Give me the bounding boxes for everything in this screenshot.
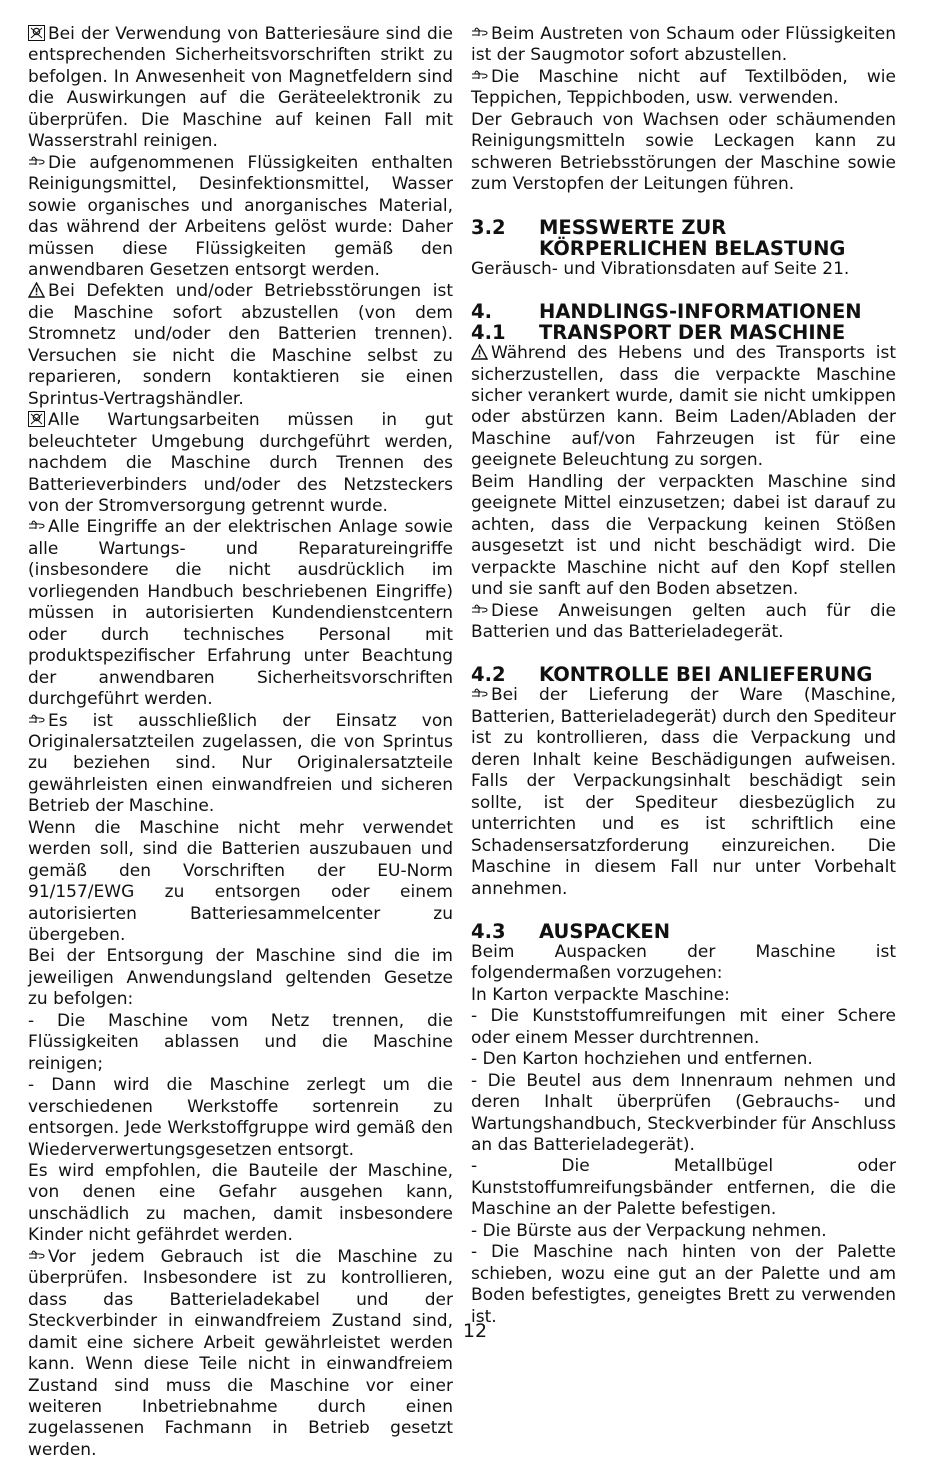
section-heading-4 <box>471 301 896 322</box>
paragraph <box>471 601 896 644</box>
paragraph-text: Während des Hebens und des Transports ist sicherzustellen, dass die verpackte Maschine sicher verankert wurde, damit sie nicht umkippen oder abstürzen kann. Beim Laden/Abladen der Maschine auf/von Fahrzeugen ist für eine geeignete Beleuchtung zu sorgen. <box>471 343 896 471</box>
paragraph <box>471 343 896 472</box>
paragraph <box>28 1247 453 1461</box>
paragraph-text: Die Maschine nicht auf Textilböden, wie Teppichen, Teppichboden, usw. verwenden. <box>471 66 896 109</box>
paragraph-text: Es ist ausschließlich der Einsatz von Originalersatzteilen zugelassen, die von Sprintus zu beziehen sind. Nur Originalersatzteile gewährleisten einen einwandfreien und sicheren Betrieb der Maschine. <box>28 710 453 817</box>
section-heading-3-2 <box>471 217 896 259</box>
paragraph: Bei der Entsorgung der Maschine sind die im jeweiligen Anwendungsland geltenden Gesetze zu befolgen: <box>28 946 453 1010</box>
section-number: 4. <box>471 300 492 324</box>
paragraph-text: Diese Anweisungen gelten auch für die Batterien und das Batterieladegerät. <box>471 600 896 642</box>
list-item: - Den Karton hochziehen und entfernen. <box>471 1049 813 1070</box>
list-item: - Die Maschine nach hinten von der Palette schieben, wozu eine gut an der Palette und am Boden befestigtes, geneigtes Brett zu verwenden ist. <box>471 1242 896 1327</box>
list-item: - Die Beutel aus dem Innenraum nehmen und deren Inhalt überprüfen (Gebrauchs- und Wartungshandbuch, Steckverbinder für Anschluss an das Batterieladegerät). <box>471 1070 896 1156</box>
paragraph-text: Bei der Lieferung der Ware (Maschine, Batterien, Batterieladegerät) durch den Spediteur ist zu kontrollieren, dass die Verpackung und deren Inhalt keine Beschädigungen aufweisen. Falls der Verpackungsinhalt beschädigt sein sollte, ist der Spediteur diesbezüglich zu unterrichten und es ist schriftlich eine Schadensersatzforderung einzureichen. Die Maschine in diesem Fall nur unter Vorbehalt annehmen. <box>471 685 896 899</box>
paragraph-text: Alle Eingriffe an der elektrischen Anlage sowie alle Wartungs- und Reparatureingriffe (insbesondere die nicht ausdrücklich im vorliegenden Handbuch beschriebenen Eingriffe) müssen in autorisierten Kundendienstcentern oder durch technisches Personal mit produktspezifischer Erfahrung unter Beachtung der anwendbaren Sicherheitsvorschriften durchgeführt werden. <box>28 517 453 710</box>
paragraph: Wenn die Maschine nicht mehr verwendet werden soll, sind die Batterien auszubauen und gemäß den Vorschriften der EU-Norm 91/157/EWG zu entsorgen oder einem autorisierten Batteriesammelcenter zu übergeben. <box>28 817 453 946</box>
spacer <box>471 196 896 217</box>
section-title: MESSWERTE ZUR KÖRPERLICHEN BELASTUNG <box>539 215 846 260</box>
paragraph: Beim Auspacken der Maschine ist folgendermaßen vorzugehen: <box>471 941 896 984</box>
right-column <box>471 24 896 1328</box>
pointing-hand-icon <box>471 68 488 84</box>
paragraph-text: Bei Defekten und/oder Betriebsstörungen ist die Maschine sofort abzustellen (von dem Stromnetz und/oder den Batterien trennen). Versuchen sie nicht die Maschine selbst zu reparieren, sondern kontaktieren sie einen Sprintus-Vertragshändler. <box>28 281 453 409</box>
section-number: 4.3 <box>471 919 506 943</box>
list-item: - Dann wird die Maschine zerlegt um die verschiedenen Werkstoffe sortenrein zu entsorgen. Jede Werkstoffgruppe wird gemäß den Wiederverwertungsgesetzen entsorgt. <box>28 1075 453 1160</box>
paragraph <box>471 685 896 900</box>
paragraph-text: Beim Austreten von Schaum oder Flüssigkeiten ist der Saugmotor sofort abzustellen. <box>471 24 896 66</box>
spacer <box>471 643 896 664</box>
pointing-hand-icon <box>28 712 45 728</box>
hazard-icon <box>28 411 45 427</box>
list-item: - Die Metallbügel oder Kunststoffumreifungsbänder entfernen, die die Maschine an der Palette befestigen. <box>471 1156 896 1220</box>
warning-icon <box>471 344 488 360</box>
paragraph-text: Vor jedem Gebrauch ist die Maschine zu überprüfen. Insbesondere ist zu kontrollieren, dass das Batterieladekabel und der Steckverbinder in einwandfreiem Zustand sind, damit eine sichere Arbeit gewährleistet werden kann. Wenn diese Teile nicht in einwandfreiem Zustand sind muss die Maschine vor einer weiteren Inbetriebnahme durch einen zugelassenen Fachmann in Betrieb gesetzt werden. <box>28 1246 453 1460</box>
section-title: HANDLINGS-INFORMATIONEN <box>539 300 862 324</box>
list-item: - Die Bürste aus der Verpackung nehmen. <box>471 1220 827 1241</box>
paragraph <box>471 24 896 67</box>
section-number: 4.1 <box>471 321 506 345</box>
paragraph: Der Gebrauch von Wachsen oder schäumenden Reinigungsmitteln sowie Leckagen kann zu schweren Betriebsstörungen der Maschine sowie zum Verstopfen der Leitungen führen. <box>471 109 896 195</box>
section-number: 4.2 <box>471 663 506 687</box>
page-number: 12 <box>462 1320 488 1342</box>
warning-icon <box>28 282 45 298</box>
paragraph: In Karton verpackte Maschine: <box>471 984 730 1005</box>
hazard-icon <box>28 25 45 41</box>
paragraph <box>28 281 453 410</box>
pointing-hand-icon <box>28 1248 45 1264</box>
pointing-hand-icon <box>471 25 488 41</box>
left-column <box>28 24 453 1461</box>
paragraph <box>471 67 896 110</box>
pointing-hand-icon <box>471 602 488 618</box>
section-title: TRANSPORT DER MASCHINE <box>539 321 846 345</box>
paragraph <box>28 711 453 818</box>
paragraph <box>28 517 453 710</box>
pointing-hand-icon <box>28 154 45 170</box>
list-item: - Die Kunststoffumreifungen mit einer Schere oder einem Messer durchtrennen. <box>471 1006 896 1048</box>
list-item: - Die Maschine vom Netz trennen, die Flüssigkeiten ablassen und die Maschine reinigen; <box>28 1010 453 1074</box>
spacer <box>471 280 896 301</box>
paragraph: Es wird empfohlen, die Bauteile der Maschine, von denen eine Gefahr ausgehen kann, unschädlich zu machen, damit insbesondere Kinder nicht gefährdet werden. <box>28 1161 453 1246</box>
section-heading-4-3 <box>471 921 896 942</box>
section-heading-4-1 <box>471 322 896 343</box>
paragraph-text: Die aufgenommenen Flüssigkeiten enthalten Reinigungsmittel, Desinfektionsmittel, Wasser sowie organisches und anorganisches Material, das während der Arbeitens gelöst wurde: Daher müssen diese Flüssigkeiten gemäß den anwendbaren Gesetzen entsorgt werden. <box>28 152 453 280</box>
pointing-hand-icon <box>28 518 45 534</box>
paragraph <box>28 410 453 517</box>
section-number: 3.2 <box>471 215 506 239</box>
paragraph <box>28 24 453 153</box>
paragraph-text: Alle Wartungsarbeiten müssen in gut beleuchteter Umgebung durchgeführt werden, nachdem die Maschine durch Trennen des Batterieverbinders und/oder des Netzsteckers von der Stromversorgung getrennt wurde. <box>28 410 453 516</box>
section-heading-4-2 <box>471 664 896 685</box>
paragraph: Beim Handling der verpackten Maschine sind geeignete Mittel einzusetzen; dabei ist darauf zu achten, dass die Verpackung keinen Stößen ausgesetzt ist und nicht beschädigt wird. Die verpackte Maschine nicht auf den Kopf stellen und sie sanft auf den Boden absetzen. <box>471 471 896 600</box>
spacer <box>471 900 896 921</box>
pointing-hand-icon <box>471 686 488 702</box>
paragraph: Geräusch- und Vibrationsdaten auf Seite 21. <box>471 258 850 279</box>
section-title: KONTROLLE BEI ANLIEFERUNG <box>539 663 873 687</box>
section-title: AUSPACKEN <box>539 919 671 943</box>
paragraph <box>28 153 453 282</box>
paragraph-text: Bei der Verwendung von Batteriesäure sind die entsprechenden Sicherheitsvorschriften strikt zu befolgen. In Anwesenheit von Magnetfeldern sind die Auswirkungen auf die Geräteelektronik zu überprüfen. Die Maschine auf keinen Fall mit Wasserstrahl reinigen. <box>28 24 453 152</box>
